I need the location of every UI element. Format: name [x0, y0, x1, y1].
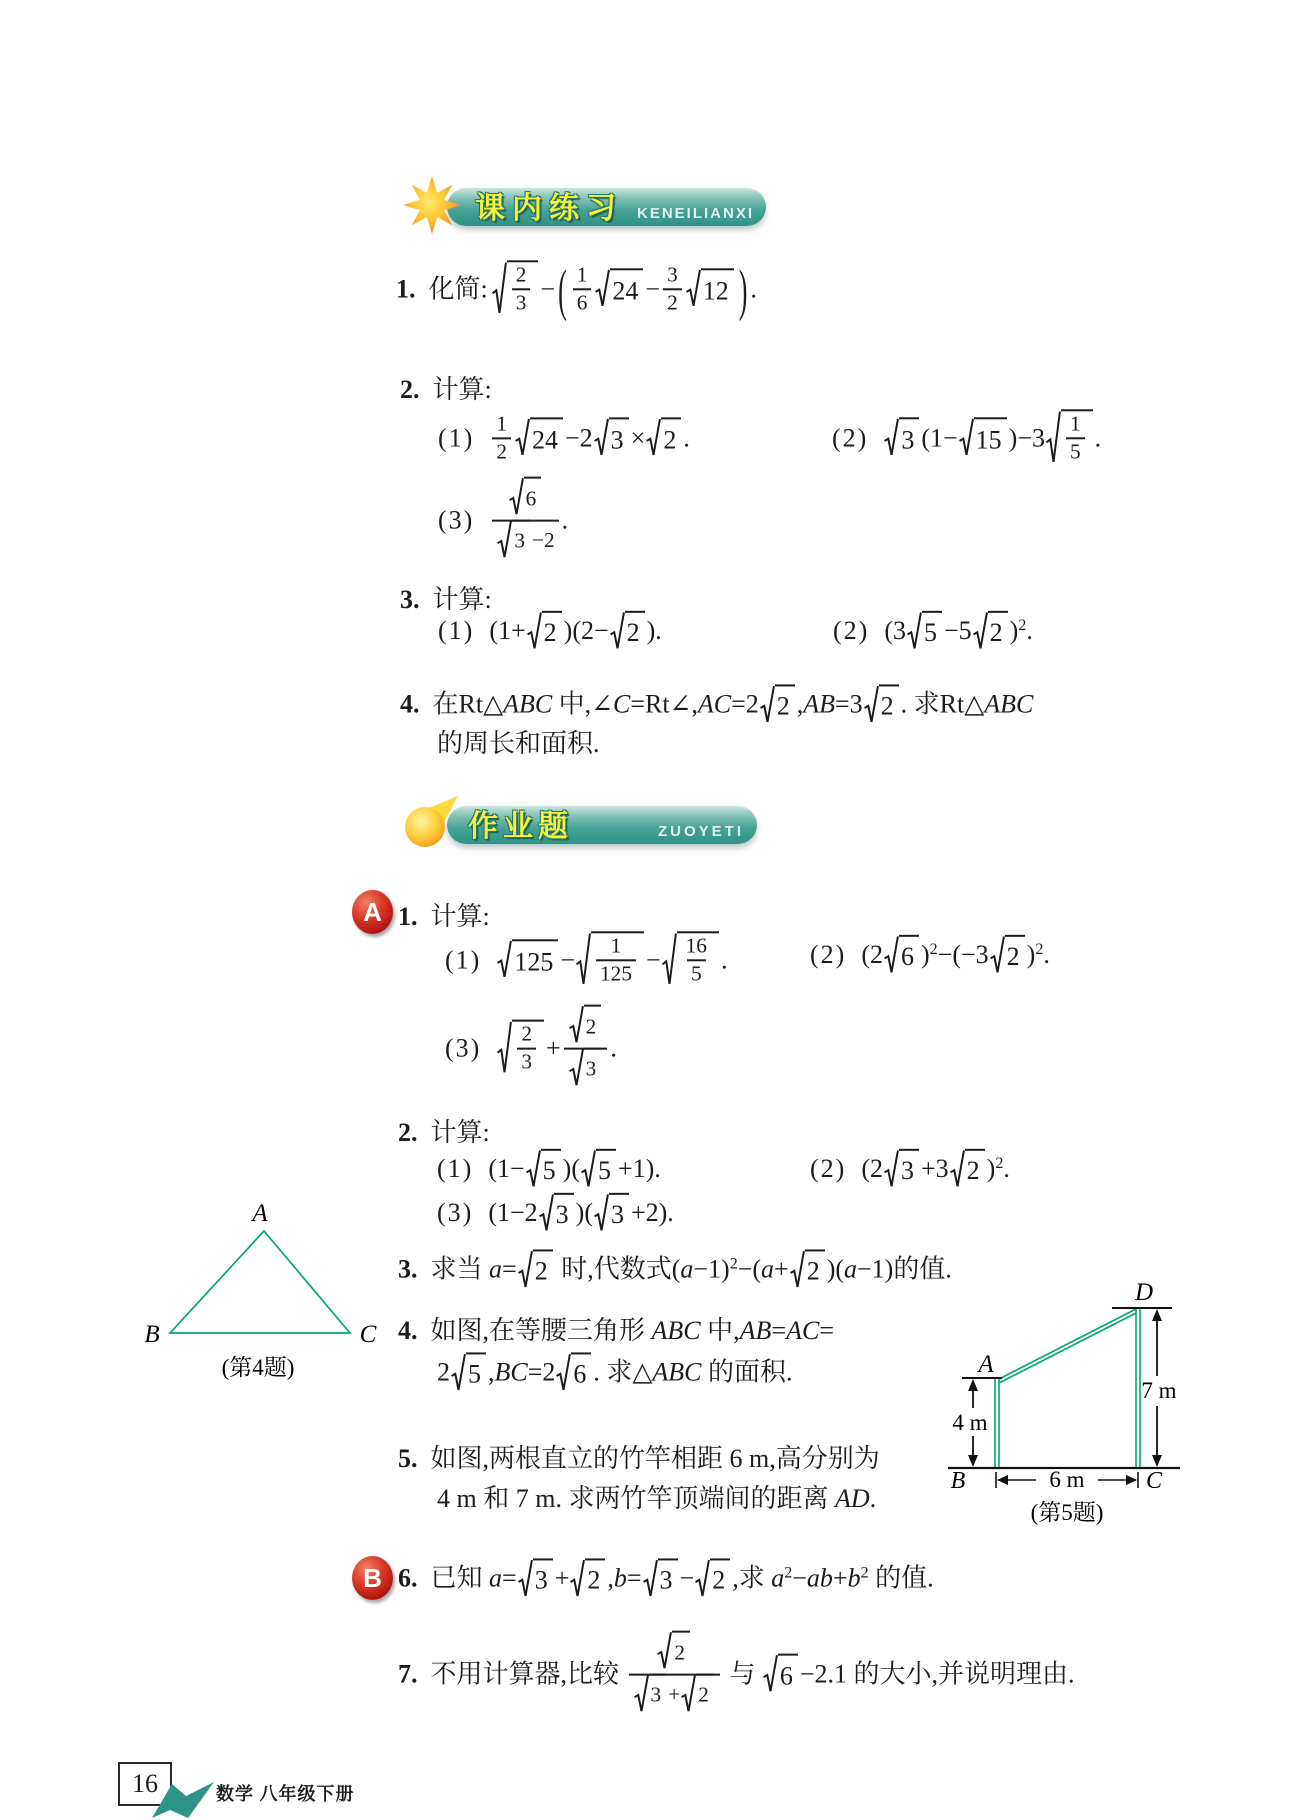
level-b-badge: B — [352, 1556, 393, 1600]
item-number: (3) — [438, 505, 475, 535]
homework-problem-2-item-1 — [437, 1151, 661, 1192]
practice-section-banner — [447, 188, 766, 226]
problem-number: 2. — [400, 374, 420, 404]
homework-problem-2-item-3 — [437, 1195, 674, 1236]
practice-problem-3-item-1 — [438, 613, 662, 654]
item-number: (1) — [445, 944, 482, 974]
math-expression: (2 3 +3 2 )$^2$. — [861, 1154, 1010, 1183]
item-number: (1) — [438, 422, 475, 452]
pole-label-a: A — [978, 1351, 994, 1378]
homework-problem-5-line-2 — [437, 1478, 876, 1515]
practice-problem-4-line-1 — [400, 683, 1033, 726]
problem-4-figure — [130, 1185, 380, 1385]
homework-section-banner — [447, 806, 757, 844]
practice-problem-2-item-1 — [438, 413, 690, 466]
math-expression: 3 (1− 15 )−3 $\frac{1}{5}$ . — [883, 423, 1101, 452]
level-a-badge: A — [352, 890, 393, 934]
comet-icon — [402, 794, 460, 852]
problem-number: 6. — [398, 1563, 418, 1593]
problem-number: 3. — [398, 1254, 418, 1284]
homework-banner-pinyin: ZUOYETI — [657, 823, 744, 840]
math-expression: $\frac{2}{3}$ − ( $\frac{1}{6}$ 24 − $\frac{3}{2}$ 12 ) . — [491, 274, 757, 303]
problem-label: 化简: — [428, 273, 488, 303]
homework-problem-3 — [398, 1248, 952, 1291]
practice-banner-pinyin: KENEILIANXI — [636, 205, 754, 222]
figure-caption: (第5题) — [1030, 1500, 1104, 1525]
practice-banner-title: 课内练习 — [475, 192, 623, 226]
math-expression: 在Rt△ABC 中,∠C=Rt∠,AC=2 2 ,AB=3 2 . 求Rt△ABC — [433, 689, 1034, 718]
homework-problem-2 — [398, 1112, 493, 1149]
math-expression: 的周长和面积. — [437, 728, 600, 758]
homework-problem-1-item-1 — [445, 933, 727, 990]
homework-problem-6 — [398, 1557, 934, 1600]
footer-book-title: 数学 八年级下册 — [216, 1784, 355, 1804]
math-expression: 2 5 ,BC=2 6 . 求△ABC 的面积. — [437, 1357, 793, 1386]
item-number: (2) — [833, 616, 870, 646]
math-expression: 不用计算器,比较 2 3 + 2 与 6 −2.1 的大小,并说明理由. — [431, 1659, 1075, 1688]
problem-number: 4. — [398, 1315, 418, 1345]
practice-problem-3 — [400, 579, 495, 616]
math-expression: (2 6 )$^2$−(−3 2 )$^2$. — [861, 940, 1050, 969]
problem-label: 计算: — [430, 901, 490, 931]
pole-label-d: D — [1134, 1280, 1154, 1306]
item-number: (2) — [832, 422, 869, 452]
math-expression: $\frac{2}{3}$ + $\frac{2}{3}$ . — [496, 1033, 616, 1062]
homework-banner-title: 作业题 — [468, 810, 573, 844]
homework-problem-2-item-2 — [810, 1151, 1010, 1192]
math-expression: (1− 5 )( 5 +1). — [488, 1154, 660, 1183]
item-number: (3) — [445, 1033, 482, 1063]
math-expression: (3 5 −5 2 )$^2$. — [884, 616, 1033, 645]
homework-problem-7 — [398, 1635, 1075, 1718]
math-expression: $\frac{1}{2}$ 24 −2 3 × 2 . — [489, 423, 690, 452]
page-number: 16 — [132, 1769, 158, 1798]
problem-5-figure — [930, 1280, 1192, 1530]
math-expression: 6 3 −2 . — [489, 505, 568, 534]
math-expression: (1−2 3 )( 3 +2). — [488, 1198, 673, 1227]
problem-number: 7. — [398, 1659, 418, 1689]
problem-label: 计算: — [432, 374, 492, 404]
practice-problem-4-line-2 — [437, 723, 600, 760]
math-expression: 4 m 和 7 m. 求两竹竿顶端间的距离 AD. — [437, 1483, 877, 1513]
figure-caption: (第4题) — [221, 1355, 295, 1380]
base-label-b: B — [950, 1468, 966, 1494]
vertex-label-b: B — [144, 1321, 160, 1348]
practice-problem-3-item-2 — [833, 613, 1033, 654]
problem-label: 计算: — [430, 1117, 490, 1147]
triangle-shape — [170, 1231, 350, 1333]
item-number: (2) — [810, 1154, 847, 1184]
bottom-width-dimension: 6 m — [1049, 1467, 1085, 1492]
math-expression: 求当 a= 2 时,代数式$(a-1)^2-(a+$ 2 )(a−1)的值. — [431, 1254, 952, 1283]
item-number: (3) — [437, 1198, 474, 1228]
star-icon — [403, 176, 461, 234]
practice-problem-2-item-3 — [438, 481, 568, 564]
problem-number: 2. — [398, 1117, 418, 1147]
item-number: (1) — [437, 1154, 474, 1184]
practice-problem-2-item-2 — [832, 411, 1101, 468]
problem-label: 计算: — [432, 584, 492, 614]
homework-problem-1 — [398, 896, 493, 933]
homework-problem-4-line-1 — [398, 1310, 834, 1347]
item-number: (1) — [438, 616, 475, 646]
left-height-dimension: 4 m — [952, 1410, 988, 1435]
practice-problem-2 — [400, 369, 495, 406]
math-expression: (1+ 2 )(2− 2 ). — [489, 616, 661, 645]
dimension-arrowheads — [968, 1309, 1162, 1485]
math-expression: 已知 a= 3 + 2 ,b= 3 − 2 ,求 $a^2-ab+b^2$ 的值. — [431, 1563, 934, 1592]
practice-problem-1 — [396, 257, 757, 322]
base-label-c: C — [1145, 1468, 1163, 1494]
problem-number: 5. — [398, 1443, 418, 1473]
math-expression: 125 − $\frac{1}{125}$ − $\frac{16}{5}$ . — [496, 945, 727, 974]
vertex-label-a: A — [252, 1200, 268, 1227]
homework-problem-4-line-2 — [437, 1351, 793, 1394]
homework-problem-1-item-2 — [810, 937, 1050, 978]
homework-problem-1-item-3 — [445, 1009, 617, 1092]
item-number: (2) — [810, 940, 847, 970]
math-expression: 如图,两根直立的竹竿相距 6 m,高分别为 — [430, 1443, 880, 1473]
right-height-dimension: 7 m — [1141, 1378, 1177, 1403]
vertex-label-c: C — [359, 1321, 377, 1348]
poles-and-ad-lines — [995, 1308, 1140, 1468]
problem-number: 1. — [396, 273, 416, 303]
problem-number: 4. — [400, 689, 420, 719]
homework-problem-5-line-1 — [398, 1438, 880, 1475]
problem-number: 1. — [398, 901, 418, 931]
math-expression: 如图,在等腰三角形 ABC 中,AB=AC= — [430, 1315, 834, 1345]
problem-number: 3. — [400, 584, 420, 614]
